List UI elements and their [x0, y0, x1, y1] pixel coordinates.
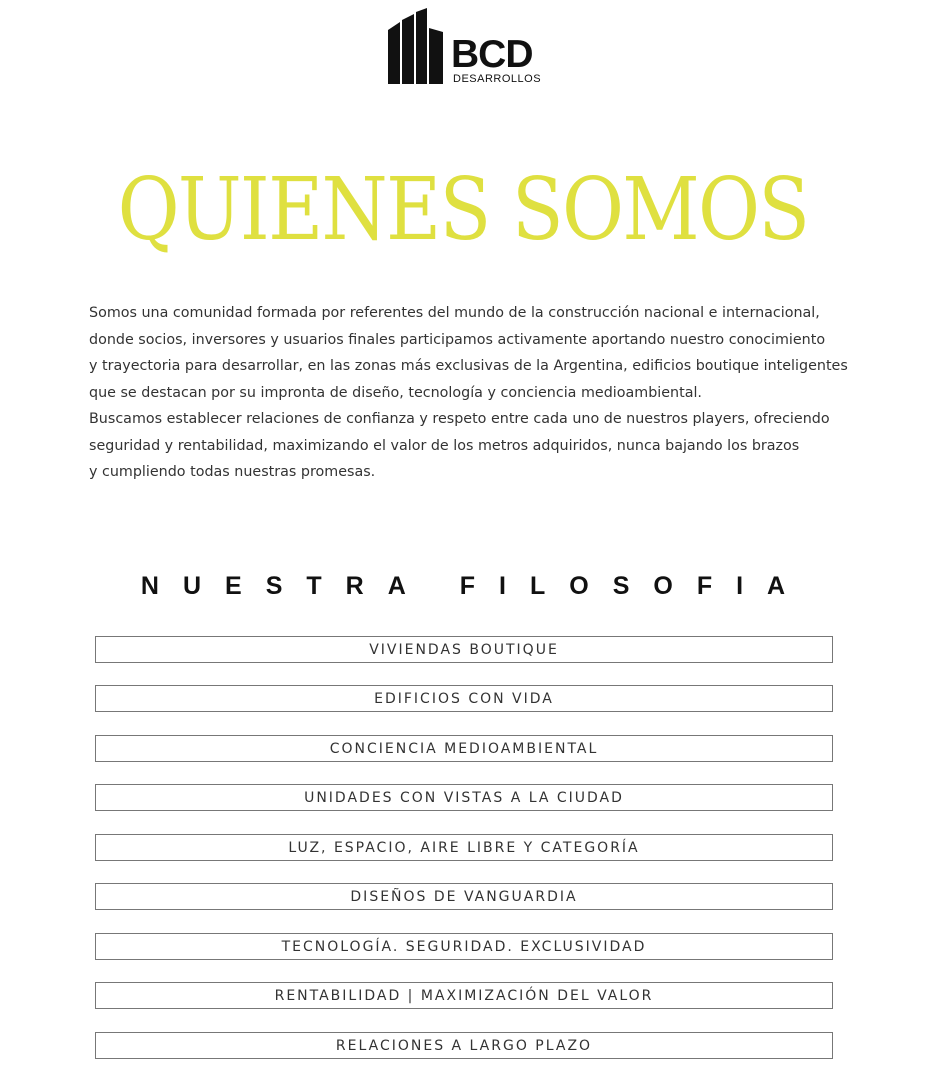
- philosophy-item: DISEÑOS DE VANGUARDIA: [95, 883, 833, 910]
- building-bars-icon: [387, 8, 445, 84]
- intro-line: seguridad y rentabilidad, maximizando el valor de los metros adquiridos, nunca bajando los brazos: [89, 437, 800, 454]
- intro-line: y cumpliendo todas nuestras promesas.: [89, 464, 376, 480]
- philosophy-item: RELACIONES A LARGO PLAZO: [95, 1032, 833, 1059]
- philosophy-item: UNIDADES CON VISTAS A LA CIUDAD: [95, 784, 833, 811]
- intro-paragraph: [89, 300, 859, 486]
- logo-name: BCD: [451, 33, 533, 76]
- intro-line: Buscamos establecer relaciones de confianza y respeto entre cada uno de nuestros players, ofreciendo: [89, 411, 830, 427]
- intro-line: que se destacan por su impronta de diseño, tecnología y conciencia medioambiental.: [89, 384, 702, 401]
- philosophy-list: [95, 636, 833, 1081]
- logo-subtitle: DESARROLLOS: [453, 73, 542, 85]
- philosophy-item: LUZ, ESPACIO, AIRE LIBRE Y CATEGORÍA: [95, 834, 833, 861]
- brand-logo: [387, 8, 547, 86]
- philosophy-item: CONCIENCIA MEDIOAMBIENTAL: [95, 735, 833, 762]
- page-title: QUIENES SOMOS: [117, 160, 809, 260]
- intro-line: donde socios, inversores y usuarios finales participamos activamente aportando nuestro conocimiento: [89, 331, 826, 348]
- intro-line: y trayectoria para desarrollar, en las zonas más exclusivas de la Argentina, edificios boutique inteligentes: [89, 358, 848, 374]
- philosophy-title: NUESTRA FILOSOFIA: [140, 572, 810, 600]
- philosophy-item: EDIFICIOS CON VIDA: [95, 685, 833, 712]
- philosophy-item: RENTABILIDAD | MAXIMIZACIÓN DEL VALOR: [95, 982, 833, 1009]
- philosophy-item: TECNOLOGÍA. SEGURIDAD. EXCLUSIVIDAD: [95, 933, 833, 960]
- philosophy-item: VIVIENDAS BOUTIQUE: [95, 636, 833, 663]
- intro-line: Somos una comunidad formada por referentes del mundo de la construcción nacional e internacional,: [89, 305, 820, 321]
